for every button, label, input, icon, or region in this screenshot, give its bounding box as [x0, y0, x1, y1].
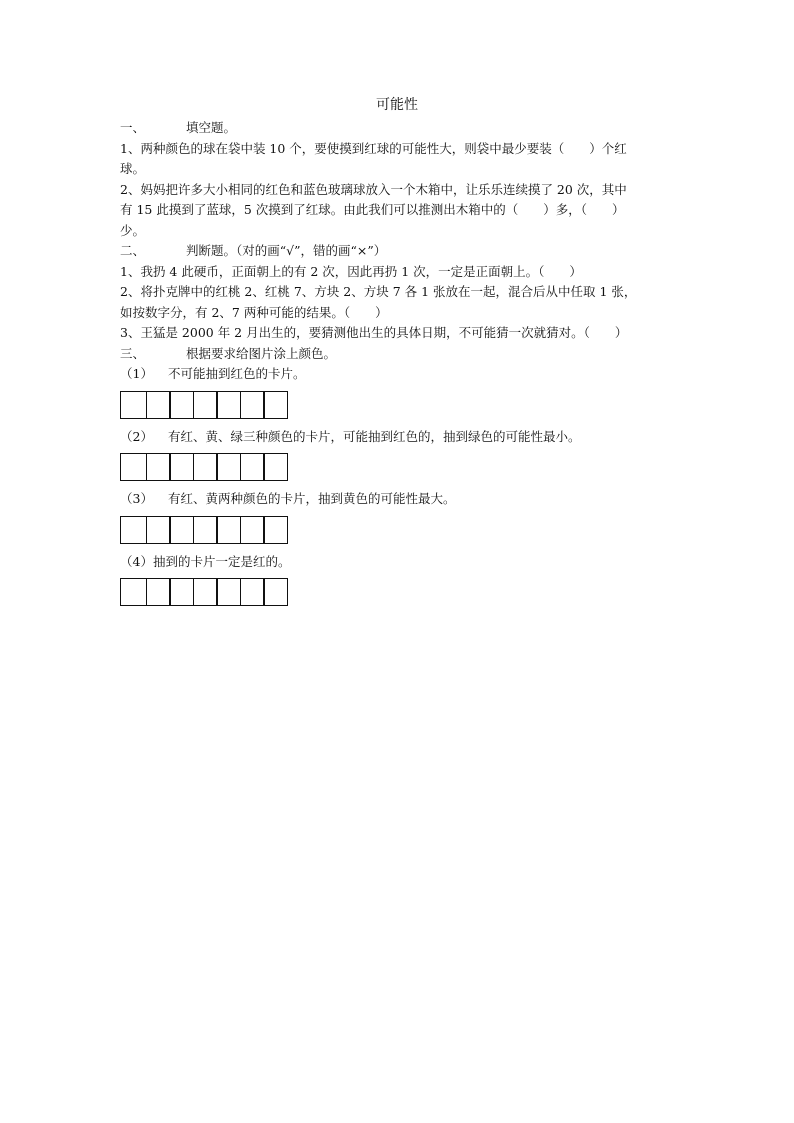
worksheet-body: [120, 118, 685, 614]
card-box[interactable]: [146, 516, 171, 544]
card-box[interactable]: [263, 578, 288, 606]
card-box[interactable]: [146, 453, 171, 481]
task-number: （3）: [120, 491, 153, 506]
question-1-2-line2: 有 15 此摸到了蓝球，5 次摸到了红球。由此我们可以推测出木箱中的（ ）多，（ ）: [120, 202, 625, 217]
question-1-1-line2: 球。: [120, 161, 146, 176]
card-box[interactable]: [240, 391, 265, 419]
card-box[interactable]: [240, 453, 265, 481]
page-title: 可能性: [376, 97, 418, 113]
card-box[interactable]: [120, 391, 147, 419]
card-box[interactable]: [216, 453, 241, 481]
card-box[interactable]: [120, 453, 147, 481]
color-task-2: [120, 427, 685, 448]
card-box[interactable]: [240, 578, 265, 606]
card-box[interactable]: [193, 453, 218, 481]
card-box[interactable]: [216, 578, 241, 606]
card-box[interactable]: [146, 391, 171, 419]
card-row-1: [120, 391, 685, 419]
card-box[interactable]: [169, 391, 194, 419]
card-box[interactable]: [146, 578, 171, 606]
card-box[interactable]: [120, 578, 147, 606]
section-number: 三、: [120, 345, 146, 361]
card-box[interactable]: [216, 516, 241, 544]
task-text: 抽到的卡片一定是红的。: [152, 553, 291, 569]
card-box[interactable]: [169, 453, 194, 481]
section-1-heading: [120, 118, 685, 139]
question-2-2-line2: 如按数字分，有 2、7 两种可能的结果。（ ）: [120, 304, 388, 320]
question-1-1-line1: 1、两种颜色的球在袋中装 10 个，要使摸到红球的可能性大，则袋中最少要装（ ）个红: [120, 140, 627, 156]
card-box[interactable]: [263, 391, 288, 419]
question-2-1: 1、我扔 4 此硬币，正面朝上的有 2 次，因此再扔 1 次，一定是正面朝上。（ ）: [120, 263, 582, 279]
section-title: 填空题。: [186, 120, 237, 135]
card-row-3: [120, 516, 685, 544]
card-box[interactable]: [169, 578, 194, 606]
task-number: （1）: [120, 366, 153, 381]
section-2-heading: [120, 241, 685, 262]
card-box[interactable]: [216, 391, 241, 419]
card-box[interactable]: [193, 516, 218, 544]
task-number: （2）: [120, 428, 153, 444]
card-box[interactable]: [263, 453, 288, 481]
card-box[interactable]: [240, 516, 265, 544]
card-box[interactable]: [263, 516, 288, 544]
color-task-1: [120, 364, 685, 385]
section-number: 一、: [120, 120, 146, 135]
task-text: 有红、黄两种颜色的卡片，抽到黄色的可能性最大。: [168, 491, 456, 506]
question-1-2-line1: 2、妈妈把许多大小相同的红色和蓝色玻璃球放入一个木箱中，让乐乐连续摸了 20 次，其中: [120, 181, 627, 197]
question-1-2-line3: 少。: [120, 222, 146, 238]
color-task-4: [120, 552, 685, 573]
section-title: 判断题。（对的画“√”，错的画“×”）: [186, 243, 387, 258]
task-text: 不可能抽到红色的卡片。: [168, 366, 306, 381]
card-box[interactable]: [120, 516, 147, 544]
question-2-2-line1: 2、将扑克牌中的红桃 2、红桃 7、方块 2、方块 7 各 1 张放在一起，混合后从中任取 1 张，: [120, 284, 637, 299]
card-row-4: [120, 578, 685, 606]
section-3-heading: [120, 344, 685, 365]
card-box[interactable]: [193, 391, 218, 419]
color-task-3: [120, 489, 685, 510]
question-2-3: 3、王猛是 2000 年 2 月出生的，要猜测他出生的具体日期，不可能猜一次就猜对。（ ）: [120, 325, 628, 340]
card-box[interactable]: [169, 516, 194, 544]
card-box[interactable]: [193, 578, 218, 606]
task-number: （4）: [120, 553, 153, 569]
card-row-2: [120, 453, 685, 481]
section-number: 二、: [120, 243, 146, 258]
task-text: 有红、黄、绿三种颜色的卡片，可能抽到红色的，抽到绿色的可能性最小。: [168, 428, 581, 444]
section-title: 根据要求给图片涂上颜色。: [186, 345, 337, 361]
